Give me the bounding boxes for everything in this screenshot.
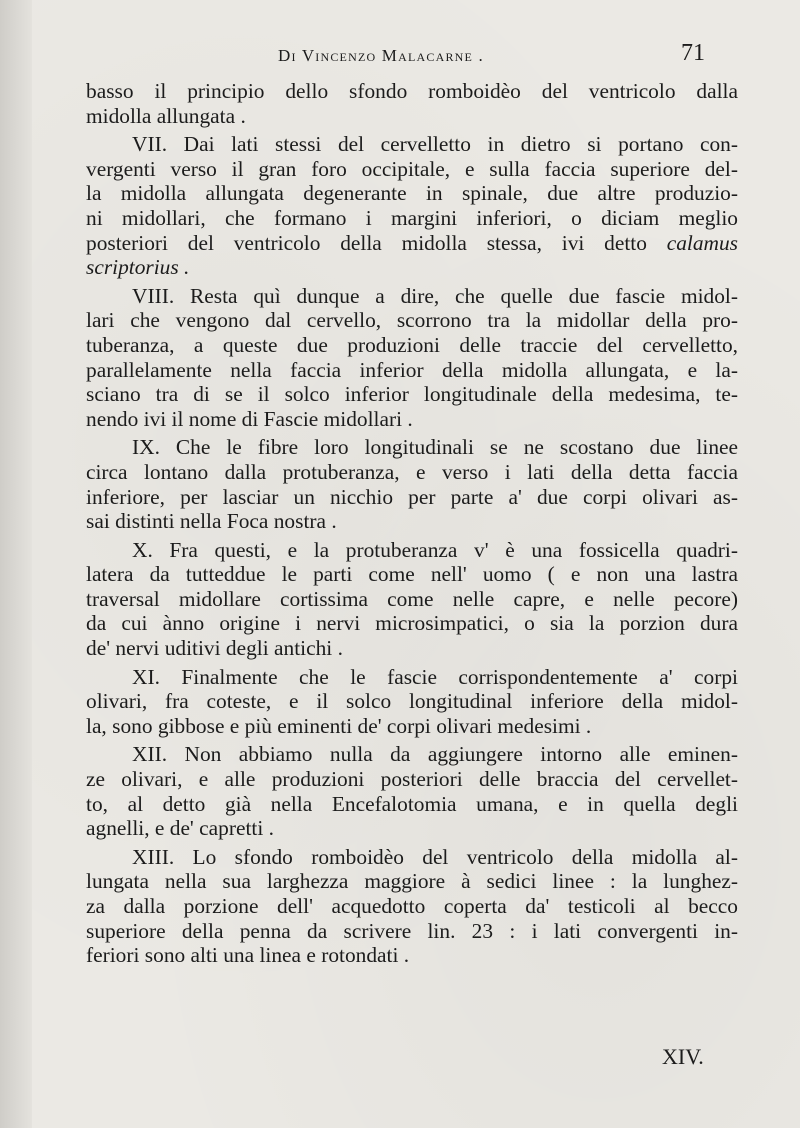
text-line: XI. Finalmente che le fascie corrispondentemente a' corpi (132, 664, 738, 689)
paragraph-x (86, 538, 738, 661)
text-line: de' nervi uditivi degli antichi . (86, 636, 343, 661)
text-line: nendo ivi il nome di Fascie midollari . (86, 406, 413, 431)
running-title: Di Vincenzo Malacarne . (278, 46, 484, 65)
binding-gutter (0, 0, 32, 1128)
text-line: lari che vengono dal cervello, scorrono tra la midollar della pro- (86, 308, 738, 333)
text-line: posteriori del ventricolo della midolla stessa, ivi detto calamus (86, 230, 738, 255)
text-line: midolla allungata . (86, 103, 246, 128)
text-line: IX. Che le fibre loro longitudinali se ne scostano due linee (132, 435, 738, 460)
text-line: circa lontano dalla protuberanza, e verso i lati della detta faccia (86, 459, 738, 484)
text-line: XIII. Lo sfondo romboidèo del ventricolo della midolla al- (132, 844, 738, 869)
text-line: la, sono gibbose e più eminenti de' corpi olivari medesimi . (86, 713, 592, 738)
text-line: XII. Non abbiamo nulla da aggiungere intorno alle eminen- (132, 742, 738, 767)
text-line: parallelamente nella faccia inferior della midolla allungata, e la- (86, 357, 738, 382)
paragraph-vii (86, 132, 738, 280)
text-line: inferiore, per lasciar un nicchio per parte a' due corpi olivari as- (86, 484, 738, 509)
text-line: to, al detto già nella Encefalotomia umana, e in quella degli (86, 791, 738, 816)
text-line: sai distinti nella Foca nostra . (86, 509, 337, 534)
paragraph-ix (86, 435, 738, 533)
text-line: tuberanza, a queste due produzioni delle traccie del cervelletto, (86, 332, 738, 357)
body-text (86, 79, 738, 968)
page-header (0, 38, 800, 82)
text-line: superiore della penna da scrivere lin. 23 : i lati convergenti in- (86, 918, 738, 943)
page-number: 71 (681, 40, 705, 66)
text-line: ni midollari, che formano i margini inferiori, o diciam meglio (86, 205, 738, 230)
italic-term: calamus (666, 230, 738, 255)
text-line: VII. Dai lati stessi del cervelletto in dietro si portano con- (132, 132, 738, 157)
paragraph-xii (86, 742, 738, 840)
text-line: X. Fra questi, e la protuberanza v' è una fossicella quadri- (132, 537, 738, 562)
text-line: feriori sono alti una linea e rotondati . (86, 943, 410, 968)
text-line: za dalla porzione dell' acquedotto coperta da' testicoli al becco (86, 894, 738, 918)
text-line: ze olivari, e alle produzioni posteriori delle braccia del cervellet- (86, 767, 738, 792)
text-line: agnelli, e de' capretti . (86, 816, 274, 841)
text-line: sciano tra di se il solco inferior longitudinale della medesima, te- (86, 382, 738, 407)
paragraph-continuation (86, 79, 738, 128)
text-line: lungata nella sua larghezza maggiore à sedici linee : la lunghez- (86, 869, 738, 894)
text-line: olivari, fra coteste, e il solco longitudinal inferiore della midol- (86, 689, 738, 714)
catchword: XIV. (662, 1044, 704, 1069)
text-line: VIII. Resta quì dunque a dire, che quelle due fascie midol- (132, 283, 738, 308)
text-line: traversal midollare cortissima come nelle capre, e nelle pecore) (86, 586, 738, 611)
text-line: latera da tutteddue le parti come nell' uomo ( e non una lastra (86, 562, 738, 587)
text-line: da cui ànno origine i nervi microsimpatici, o sia la porzion dura (86, 611, 738, 636)
text-line: la midolla allungata degenerante in spinale, due altre produzio- (86, 181, 738, 206)
paragraph-xi (86, 665, 738, 739)
text-line: vergenti verso il gran foro occipitale, e sulla faccia superiore del- (86, 156, 738, 181)
paragraph-viii (86, 284, 738, 432)
text-line: basso il principio dello sfondo romboidèo del ventricolo dalla (86, 79, 738, 103)
paragraph-xiii (86, 845, 738, 968)
text-line: scriptorius . (86, 255, 190, 280)
